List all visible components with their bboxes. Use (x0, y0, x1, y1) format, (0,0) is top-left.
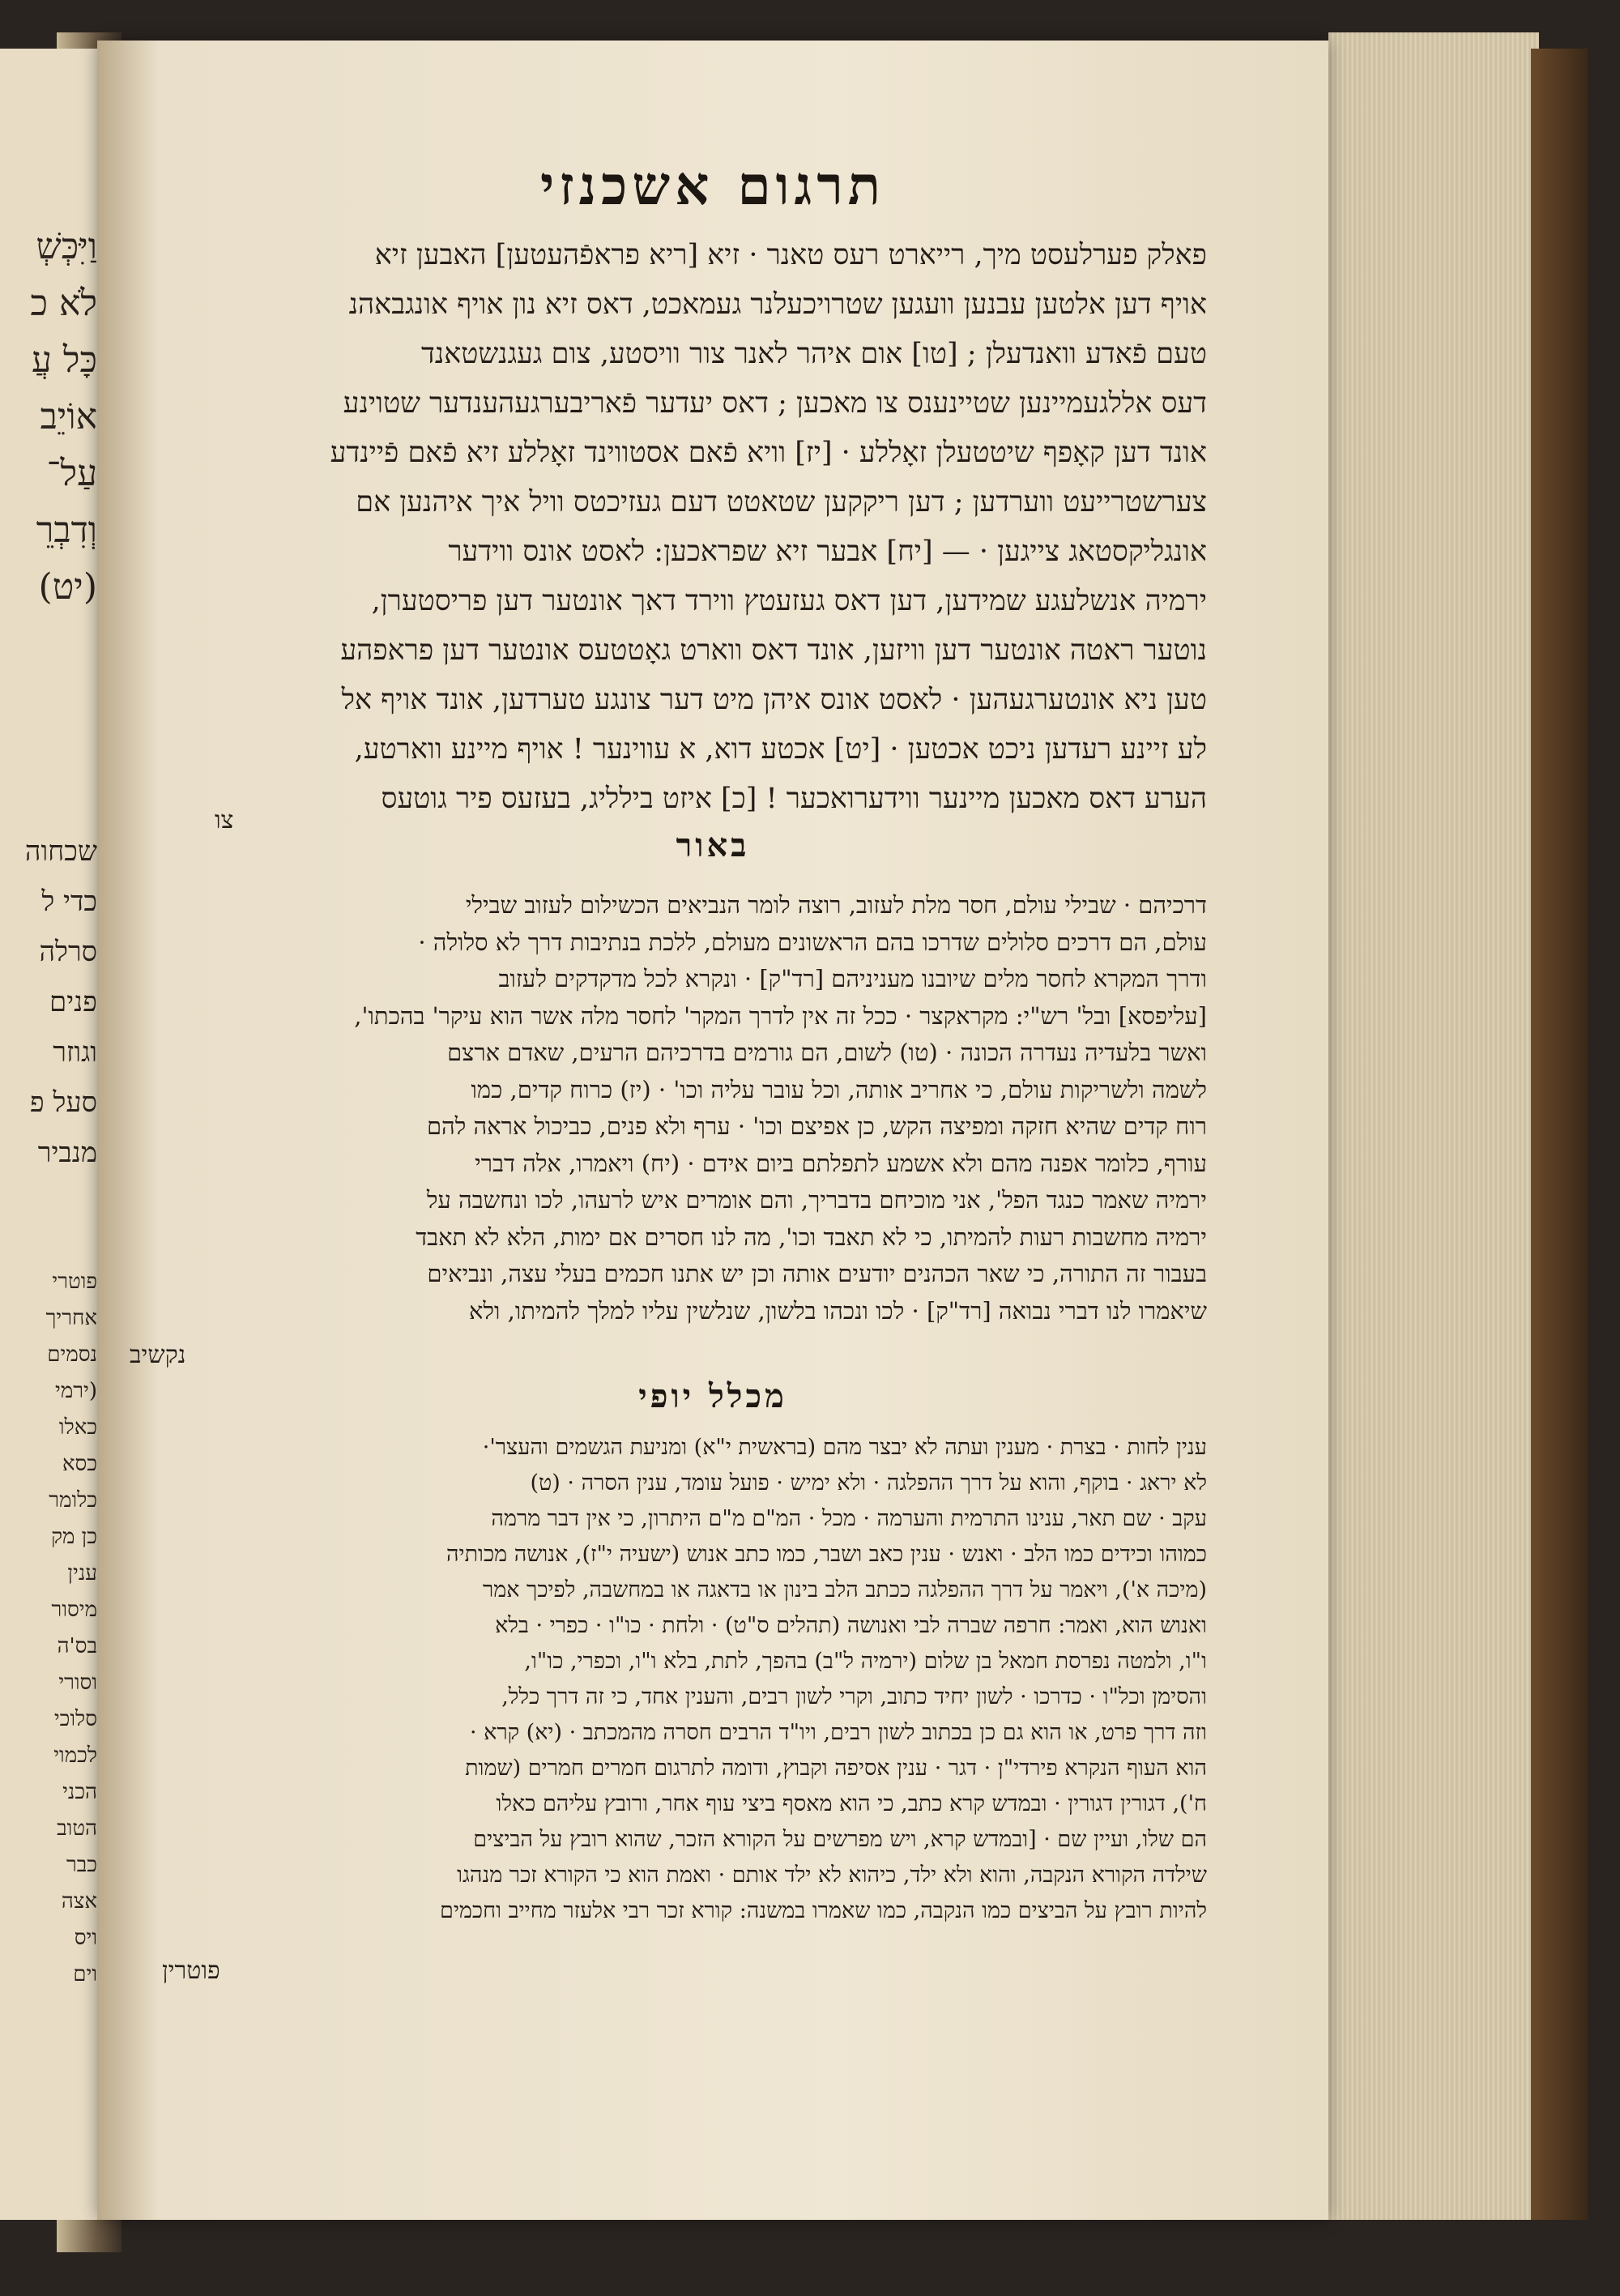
translation-line: נוטער ראטה אונטער דען וויזען, אונד דאס ווארט גאָטטעס אונטער דען פראפהע (340, 634, 1207, 667)
translation-line: דעס אללגעמיינען שטיינענס צו מאכען ; דאס יעדער פֿאריבערגעהענדער שטוינע (343, 387, 1207, 420)
catchword-translation: צו (215, 806, 234, 834)
left-page-line: אצה (61, 1889, 97, 1914)
mikhlal-yofi-heading: מכלל יופי (638, 1377, 787, 1415)
left-page-line: וסורי (58, 1671, 97, 1695)
left-page-line: שכחוה (24, 835, 97, 868)
mikhlal-line: ואנוש הוא, ואמר: חרפה שברה לבי ואנושה (תהלים ס"ט) · ולחת · כו"ו · כפרי · בלא (495, 1613, 1207, 1638)
translation-line: פאלק פערלעסט מיך, רייארט רעס טאנר · זיא [ריא פראפֿהעטען] האבען זיא (374, 239, 1207, 271)
mikhlal-line: להיות רובץ על הביצים כמו הנקבה, כמו שאמרו במשנה: קורא זכר רבי אלעזר מחייב וחכמים (439, 1898, 1207, 1923)
left-page-line: סרלה (39, 936, 97, 968)
translation-line: אונד דען קאָפף שיטטעלן זאָללע · [יז] וויא פֿאם אסטווינד זאָללע זיא פֿאם פֿיינדע (330, 437, 1207, 469)
biur-line: ודרך המקרא לחסר מלים שיובנו מעניניהם [רד"ק] · ונקרא לכל מדקדקים לעזוב (498, 965, 1207, 992)
left-page-line: לֹא כ (30, 283, 97, 324)
translation-line: הערע דאס מאכען מיינער ווידערואכער ! [כ] איזט בילליג, בעזעס פיר גוטעס (381, 783, 1207, 815)
biur-line: ירמיה שאמר כנגד הפל', אני מוכיחם בדבריך, והם אומרים איש לרעהו, לכו ונחשבה על (426, 1186, 1207, 1214)
left-page-line: ויס (74, 1926, 97, 1950)
mikhlal-line: ו"ו, ולמטה נפרסת חמאל בן שלום (ירמיה ל"ב) בהפך, לתת, בלא ו"ו, וכפרי, כו"ו, (524, 1649, 1207, 1674)
left-page-line: וגוזר (53, 1036, 97, 1069)
left-page-line: בס'ה (57, 1634, 97, 1658)
left-page-line: פוטרי (52, 1270, 97, 1294)
mikhlal-line: כמוהו וכידים כמו הלב · ואנש · ענין כאב ושבר, כמו כתב אנוש (ישעיה י"ז), אנושה מכותיה (446, 1542, 1207, 1567)
left-page-line: וים (73, 1962, 97, 1987)
biur-line: עולם, הם דרכים סלולים שדרכו בהם הראשונים מעולם, ללכת בנתיבות דרך לא סלולה · (418, 928, 1207, 956)
mikhlal-yofi-text (113, 1430, 1207, 1929)
left-page-line: כבר (66, 1853, 97, 1877)
biur-line: שיאמרו לנו דברי נבואה [רד"ק] · לכו ונכהו בלשון, שנלשין עליו למלך להמיתו, ולא (469, 1296, 1207, 1325)
left-page-line: ענין (67, 1561, 97, 1585)
left-page-edge (0, 49, 97, 2220)
left-page-text-bottom (3, 1264, 97, 1993)
page-title: תרגום אשכנזי (539, 154, 886, 217)
mikhlal-line: עקב · שם תאר, ענינו התרמית והערמה · מכל · המ"ם מ"ם היתרון, כי אין דבר מרמה (491, 1506, 1207, 1531)
translation-line: לע זיינע רעדען ניכט אכטען · [יט] אכטע דוא, א עווינער ! אויף מיינע ווארטע, (354, 733, 1207, 766)
catchword-biur: נקשיב (130, 1341, 186, 1369)
mikhlal-line: הוא העוף הנקרא פירדי"ן · דגר · ענין אסיפה וקבוץ, ודומה לתרגום חמרים חמרים (שמות (465, 1756, 1207, 1781)
left-page-line: הכני (62, 1780, 97, 1804)
translation-line: ירמיה אנשלעגע שמידען, דען דאס געזעטץ ווירד דאך אונטער דען פריסטערן, (371, 585, 1207, 617)
book-cover-edge (1531, 49, 1588, 2220)
translation-line: טען ניא אונטערגעהען · לאסט אונס איהן מיט דער צונגע טערדען, אונד אויף אל (341, 684, 1207, 716)
translation-line: אויף דען אלטען עבנען וועגען שטרויכעלנר געמאכט, דאס זיא נון אויף אונגבאהנ (348, 288, 1207, 321)
translation-line: צערשטרייעט ווערדען ; דען ריקקען שטאטט דעם געזיכטס וויל איך איהנען אם (356, 486, 1207, 519)
left-page-line: (ירמי (55, 1379, 97, 1403)
left-page-line: עַל־ (46, 453, 97, 494)
biur-line: ואשר בלעדיה נעדרה הכונה · (טו) לשום, הם גורמים בדרכיהם הרעים, שאדם ארצם (447, 1039, 1207, 1066)
left-page-line: כאלו (58, 1415, 97, 1440)
left-page-line: אוֹיֵב (40, 396, 97, 437)
left-page-line: פנים (49, 986, 97, 1018)
biur-line: בעבור זה התורה, כי שאר הכהנים יודעים אותה וכן יש אתנו חכמים בעלי עצה, ונביאים (427, 1260, 1207, 1287)
left-page-line: מנביר (37, 1137, 97, 1169)
mikhlal-line: הם שלו, ועיין שם · [ובמדש קרא, ויש מפרשים על הקורא הזכר, שהוא רובץ על הביצים (473, 1827, 1207, 1852)
biur-line: ירמיה מחשבות רעות להמיתו, כי לא תאבד וכו', מה לנו חסרים אם ימות, הלא לא תאבד (416, 1223, 1207, 1251)
biur-text (113, 887, 1207, 1329)
left-page-line: כָּל עֲ (32, 339, 97, 381)
translation-line: אונגליקסטאג צייגען · — [יח] אבער זיא שפראכען: לאסט אונס ווידער (448, 536, 1207, 568)
left-page-line: סלוכי (53, 1707, 97, 1731)
mikhlal-line: לא יראג · בוקף, והוא על דרך ההפלגה · ולא ימיש · פועל עומד, ענין הסרה · (ט) (530, 1470, 1207, 1496)
left-page-line: כסא (62, 1452, 97, 1476)
biur-line: [עליפסא] ובל' רש"י: מקראקצר · ככל זה אין לדרך המקר' לחסר מלה אשר הוא עיקר' בהכתו', (354, 1001, 1207, 1030)
left-page-text-middle (3, 826, 97, 1178)
mikhlal-line: שילדה הקורא הנקבה, והוא ולא ילד, כיהוא לא ילד אותם · ואמת הוא כי הקורא זכר מנהגו (457, 1863, 1207, 1888)
biur-line: דרכיהם · שבילי עולם, חסר מלת לעזוב, רוצה לומר הנביאים הכשילום לעזוב שבילי (465, 891, 1207, 919)
left-page-line: כן מק (51, 1525, 97, 1549)
mikhlal-line: והסימן וכל"ו · כדרכו · לשון יחיד כתוב, וקרי לשון רבים, והענין אחד, כי זה דרך כלל, (501, 1684, 1207, 1709)
left-page-line: וַיִּכְּשְׁ (36, 226, 97, 267)
left-page-text-top (3, 219, 97, 616)
translation-text (113, 231, 1207, 824)
mikhlal-line: ח'), דגורין דגורין · ובמדש קרא כתב, כי הוא מאסף ביצי עוף אחר, ורובץ עליהם כאלו (496, 1791, 1207, 1816)
left-page-line: נסמים (47, 1342, 97, 1367)
mikhlal-line: ענין לחות · בצרת · מענין ועתה לא יבצר מהם (בראשית י"א) ומניעת הגשמים והעצר'· (482, 1435, 1207, 1460)
biur-line: עורף, כלומר אפנה מהם ולא אשמע לתפלתם ביום אידם · (יח) ויאמרו, אלה דברי (475, 1149, 1207, 1177)
left-page-line: וְדִבְרֵ (36, 510, 97, 551)
left-page-line: כלומר (49, 1488, 97, 1513)
left-page-line: לכמוי (53, 1743, 97, 1768)
mikhlal-line: וזה דרך פרט, או הוא גם כן בכתוב לשון רבים, ויו"ד הרבים חסרה מהמכתב · (יא) קרא · (470, 1720, 1207, 1745)
left-page-line: (יט) (38, 566, 97, 608)
biur-line: רוח קדים שהיא חזקה ומפיצה הקש, כן אפיצם וכו' · ערף ולא פנים, כביכול אראה להם (426, 1112, 1207, 1140)
left-page-line: אחריך (45, 1306, 97, 1330)
page-block-edge (1328, 32, 1539, 2220)
biur-heading: באור (676, 826, 750, 864)
left-page-line: סעל פ (29, 1086, 97, 1119)
biur-line: לשמה ולשריקות עולם, כי אחריב אותה, וכל עובר עליה וכו' · (יז) כרוח קדים, כמו (471, 1075, 1207, 1103)
left-page-line: מיסור (51, 1598, 97, 1622)
catchword-page: פוטרין (162, 1957, 220, 1985)
left-page-line: הטוב (57, 1816, 97, 1841)
mikhlal-line: (מיכה א'), ויאמר על דרך ההפלגה ככתב הלב בינון או בדאגה או במחשבה, לפיכך אמר (483, 1577, 1207, 1603)
left-page-line: כדי ל (41, 886, 97, 918)
translation-line: טעם פֿאדע וואנדעלן ; [טו] אום איהר לאנר צור וויסטע, צום געגנשטאנד (421, 338, 1207, 370)
